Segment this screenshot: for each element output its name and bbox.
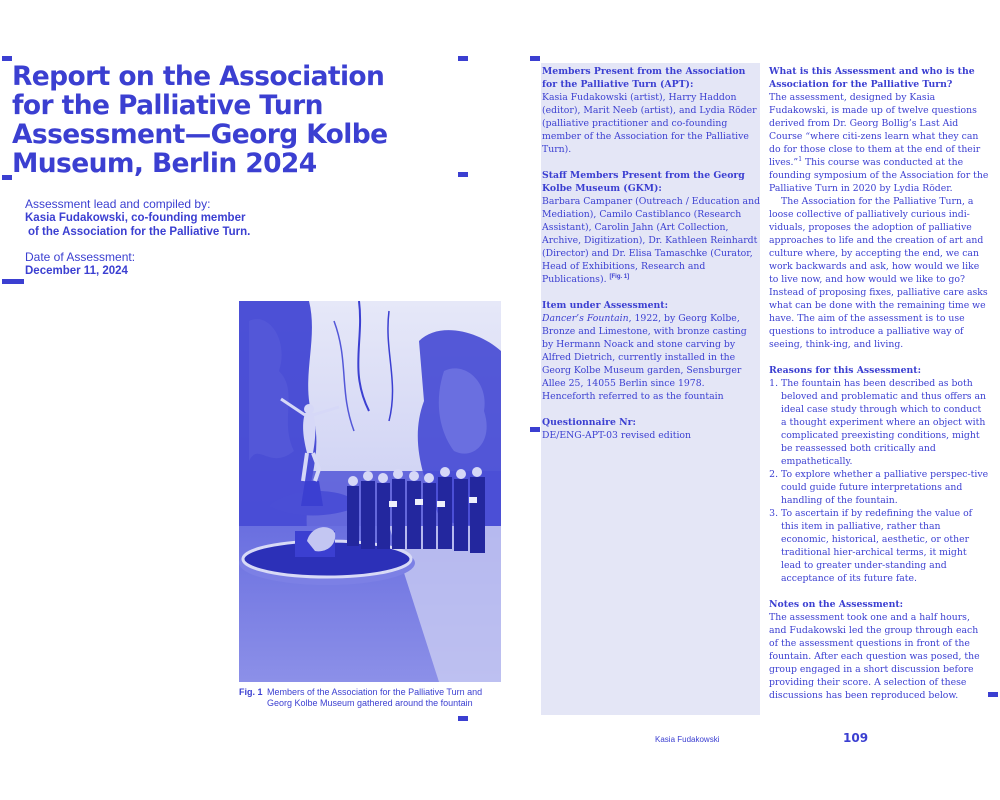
reason-item: 1. The fountain has been described as both beloved and problematic and thus offers an ideal case study through which to conduct a thought experiment where an object with complicated preexisting conditions, might be reassessed both critically and empathetically. bbox=[781, 377, 989, 468]
fountain-photo bbox=[239, 301, 501, 682]
item-paragraph bbox=[542, 312, 760, 403]
reasons-list bbox=[769, 377, 989, 585]
corner-mark-top-left bbox=[2, 56, 12, 61]
lead-name-line2: of the Association for the Palliative Turn. bbox=[28, 226, 251, 238]
corner-mark-bottom-mid bbox=[458, 716, 468, 721]
lead-label: Assessment lead and compiled by: bbox=[25, 197, 211, 211]
date-label: Date of Assessment: bbox=[25, 250, 136, 264]
footnote-marker: 1 bbox=[798, 155, 803, 163]
what-paragraph-1 bbox=[769, 91, 989, 195]
page-title: Report on the Association for the Palliative Turn Assessment—Georg Kolbe Museum, Berlin 2024 bbox=[12, 61, 388, 179]
corner-mark-right-mid bbox=[458, 172, 468, 177]
notes-text: The assessment took one and a half hours, and Fudakowski led the group through each of the assessment questions in front of the fountain. After each question was posed, the group engaged in a short discussion before providing their score. A selection of these discussions has been reproduced below. bbox=[769, 612, 980, 701]
reason-item: 2. To explore whether a palliative perspec-tive could guide future interpretations and handling of the fountain. bbox=[781, 468, 989, 507]
figure-caption bbox=[239, 687, 501, 709]
corner-mark-right-edge bbox=[988, 692, 998, 697]
members-heading: Members Present from the Association for the Palliative Turn (APT): bbox=[542, 66, 746, 90]
item-heading: Item under Assessment: bbox=[542, 300, 669, 311]
questionnaire-value: DE/ENG-APT-03 revised edition bbox=[542, 430, 692, 441]
staff-paragraph bbox=[542, 195, 760, 286]
reason-item: 3. To ascertain if by redefining the value of this item in palliative, rather than economic, historical, aesthetic, or other traditional hier-archical terms, it might lead to greater under-standing and acceptance of its future fate. bbox=[781, 507, 989, 585]
figure-reference: [Fig. 1] bbox=[609, 273, 630, 280]
corner-mark-top-right bbox=[530, 56, 540, 61]
what-heading: What is this Assessment and who is the Association for the Palliative Turn? bbox=[769, 66, 975, 90]
date-value: December 11, 2024 bbox=[25, 265, 128, 277]
corner-mark-left-mid bbox=[2, 175, 12, 180]
assessment-date bbox=[25, 250, 245, 278]
what-paragraph-2: The Association for the Palliative Turn, a loose collective of palliatively curious indi-viduals, proposes the adoption of palliative approaches to life and the creation of art and culture where, by accepting the end, we can work backwards and ask, how would we like to live now, and how would we like to go? Instead of proposing fixes, palliative care asks what can be done with the remaining time we have. The aim of the assessment is to use questions to introduce a palliative way of seeing, think-ing, and living. bbox=[769, 196, 988, 350]
assessment-lead bbox=[25, 197, 265, 239]
staff-heading: Staff Members Present from the Georg Kolbe Museum (GKM): bbox=[542, 170, 745, 194]
notes-heading: Notes on the Assessment: bbox=[769, 599, 904, 610]
corner-mark-column bbox=[530, 427, 540, 432]
what-p1-end: This course was conducted at the founding symposium of the Association for the Palliative Turn in 2020 by Lydia Röder. bbox=[769, 157, 989, 194]
item-title: Dancer’s Fountain bbox=[542, 313, 629, 324]
lead-name-line1: Kasia Fudakowski, co-founding member bbox=[25, 212, 246, 224]
reasons-heading: Reasons for this Assessment: bbox=[769, 365, 922, 376]
info-panel bbox=[542, 65, 760, 442]
footer-author: Kasia Fudakowski bbox=[655, 735, 720, 744]
what-p1-text: The assessment, designed by Kasia Fudakowski, is made up of twelve questions derived from Dr. Georg Bollig’s Last Aid Course “where citi-zens learn what they can do for those close to them at the end of their lives.” bbox=[769, 92, 981, 168]
item-text: , 1922, by Georg Kolbe, Bronze and Limestone, with bronze casting by Hermann Noack and stone carving by Alfred Dietrich, currently installed in the Georg Kolbe Museum garden, Sensburger Allee 25, 14055 Berlin since 1978. Henceforth referred to as the fountain bbox=[542, 313, 747, 402]
figure-caption-text: Members of the Association for the Palliative Turn and Georg Kolbe Museum gathered around the fountain bbox=[267, 687, 483, 708]
right-column bbox=[769, 65, 989, 702]
corner-mark-top-mid bbox=[458, 56, 468, 61]
page-number: 109 bbox=[843, 731, 869, 745]
questionnaire-heading: Questionnaire Nr: bbox=[542, 417, 636, 428]
staff-text: Barbara Campaner (Outreach / Education and Mediation), Camilo Castiblanco (Research Assistant), Carolin Jahn (Art Collection, Archive, Digitization), Dr. Kathleen Reinhardt (Director) and Dr. Elisa Tamaschke (Curator, Head of Exhibitions, Research and Publications). bbox=[542, 196, 761, 285]
corner-mark-left-low bbox=[2, 279, 24, 284]
members-text: Kasia Fudakowski (artist), Harry Haddon (editor), Marit Neeb (artist), and Lydia Röder (palliative practitioner and co-founding member of the Association for the Palliative Turn). bbox=[542, 92, 757, 155]
figure-label: Fig. 1 bbox=[239, 687, 263, 697]
